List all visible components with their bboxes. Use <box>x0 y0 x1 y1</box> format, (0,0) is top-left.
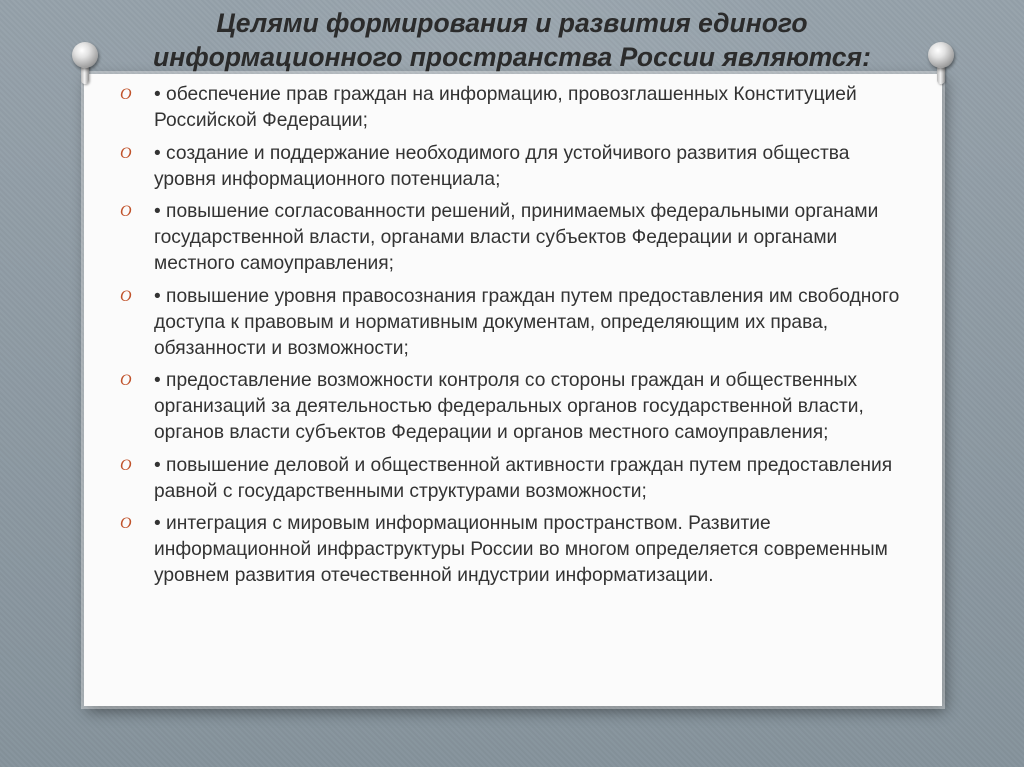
list-item <box>84 141 942 193</box>
slide-title <box>60 6 964 74</box>
list-item-text: • повышение уровня правосознания граждан путем предоставления им свободного доступа к правовым и нормативным документам, определяющим их права, обязанности и возможности; <box>154 285 900 359</box>
list-item-text: • повышение согласованности решений, принимаемых федеральными органами государственной власти, органами власти субъектов Федерации и органами местного самоуправления; <box>154 201 879 274</box>
bullet-marker-icon: O <box>120 144 132 162</box>
slide-title-line-1: Целями формирования и развития единого <box>216 8 808 38</box>
slide-title-line-2: информационного пространства России являются: <box>153 42 871 72</box>
goals-list <box>84 82 942 596</box>
list-item <box>84 199 942 277</box>
list-item-text: • обеспечение прав граждан на информацию, провозглашенных Конституцией Российской Федерации; <box>154 84 857 131</box>
list-item <box>84 368 942 446</box>
pushpin-head <box>928 42 954 68</box>
pushpin-left-icon <box>72 42 98 86</box>
list-item-text: • создание и поддержание необходимого для устойчивого развития общества уровня информационного потенциала; <box>154 142 850 190</box>
list-item <box>84 511 942 589</box>
bullet-marker-icon: O <box>120 203 132 220</box>
list-item <box>84 284 942 362</box>
bullet-marker-icon: O <box>120 287 132 305</box>
bullet-marker-icon: O <box>120 372 132 389</box>
content-card <box>84 74 942 706</box>
pushpin-head <box>72 42 98 68</box>
list-item <box>84 453 942 505</box>
bullet-marker-icon: O <box>120 515 132 532</box>
pushpin-right-icon <box>928 42 954 86</box>
list-item-text: • предоставление возможности контроля со стороны граждан и общественных организаций за деятельностью федеральных органов государственной власти, органов власти субъектов Федерации и органов местного самоуправления; <box>154 370 864 443</box>
list-item-text: • повышение деловой и общественной активности граждан путем предоставления равной с государственными структурами возможности; <box>154 454 893 502</box>
bullet-marker-icon: O <box>120 86 132 103</box>
list-item <box>84 82 942 134</box>
bullet-marker-icon: O <box>120 456 132 474</box>
list-item-text: • интеграция с мировым информационным пространством. Развитие информационной инфраструктуры России во многом определяется современным уровнем развития отечественной индустрии информатизации. <box>154 513 888 586</box>
